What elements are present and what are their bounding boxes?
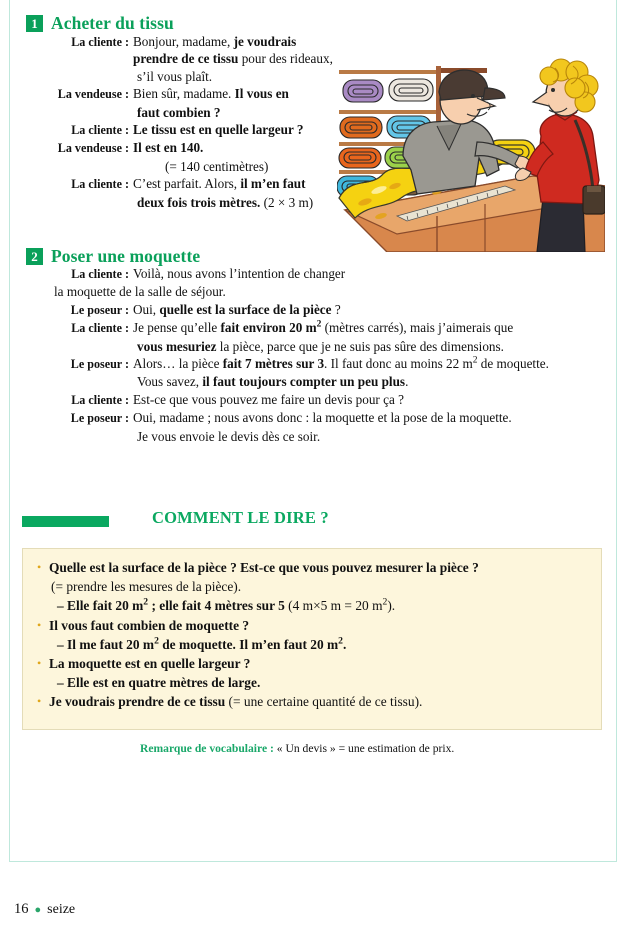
- dialogue-line: [50, 265, 595, 283]
- dialogue-continuation: [133, 428, 595, 445]
- dialogue-1: [57, 33, 342, 211]
- text-run: C’est parfait. Alors,: [133, 176, 241, 192]
- dialogue-text: [129, 265, 595, 282]
- dialogue-speaker: Le poseur :: [70, 411, 129, 426]
- phrase-sub-item: [35, 673, 589, 692]
- text-run: Il est en 140.: [133, 140, 204, 156]
- text-run: – Elle fait 20 m: [57, 598, 144, 614]
- phrase-sub-item: [35, 635, 589, 654]
- dialogue-line: [57, 139, 342, 157]
- dialogue-speaker: La cliente :: [71, 392, 129, 407]
- phrase-bullet-item: [35, 558, 589, 577]
- comment-le-dire-banner: [22, 508, 362, 534]
- text-run: fait environ 20 m: [220, 320, 317, 336]
- superscript: 2: [143, 596, 149, 608]
- text-run: Oui, madame ; nous avons donc : la moquette et la pose de la moquette.: [133, 410, 512, 426]
- phrase-bullet-item: [35, 616, 589, 635]
- text-run: ; elle fait 4 mètres sur 5: [148, 598, 285, 614]
- text-run: fait 7 mètres sur 3: [222, 356, 325, 372]
- dialogue-text: [129, 33, 342, 68]
- text-run: je voudrais prendre de ce tissu: [133, 34, 297, 67]
- superscript: 2: [154, 635, 159, 647]
- text-run: ).: [387, 598, 396, 614]
- dialogue-continuation: [133, 194, 342, 211]
- comment-le-dire-title: COMMENT LE DIRE ?: [152, 508, 329, 527]
- dialogue-text: [129, 85, 342, 102]
- section-title-2: Poser une moquette: [51, 246, 201, 266]
- footer-dot-icon: ●: [34, 904, 42, 916]
- text-run: (= une certaine quantité de ce tissu).: [225, 694, 423, 710]
- dialogue-speaker: Le poseur :: [70, 357, 129, 372]
- dialogue-line: [50, 355, 595, 373]
- dialogue-continuation: [133, 373, 595, 390]
- phrase-bullet-item: [35, 692, 589, 711]
- dialogue-continuation: [133, 104, 342, 121]
- comment-le-dire-box: [22, 548, 602, 730]
- dialogue-text: [129, 301, 595, 318]
- dialogue-line: [50, 301, 595, 319]
- text-run: Il vous faut combien de moquette ?: [49, 617, 250, 633]
- text-run: – Il me faut 20 m: [57, 636, 155, 652]
- section-heading-2: [26, 246, 200, 267]
- text-run: Vous savez,: [137, 374, 203, 390]
- text-run: (= prendre les mesures de la pièce).: [51, 579, 242, 595]
- remarque-label: Remarque de vocabulaire :: [140, 742, 274, 755]
- dialogue-text: [129, 391, 595, 408]
- dialogue-line: [50, 319, 595, 337]
- remarque-de-vocabulaire: [140, 741, 454, 756]
- section-heading-1: [26, 13, 174, 34]
- dialogue-speaker: La cliente :: [71, 267, 129, 281]
- dialogue-line: [57, 175, 342, 193]
- dialogue-text: [129, 121, 342, 138]
- dialogue-speaker: La cliente :: [71, 321, 129, 336]
- text-run: .: [405, 374, 409, 390]
- dialogue-text: [129, 319, 595, 336]
- text-run: quelle est la surface de la pièce: [159, 301, 332, 317]
- section-number-badge-1: 1: [26, 15, 43, 32]
- dialogue-continuation: [161, 158, 342, 175]
- text-run: Alors… la pièce: [133, 356, 223, 372]
- dialogue-line: [50, 409, 595, 427]
- text-run: pour des rideaux,: [238, 51, 333, 67]
- text-run: de moquette. Il m’en faut 20 m: [158, 636, 339, 652]
- dialogue-line: [50, 391, 595, 409]
- text-run: Est-ce que vous pouvez me faire un devis pour ça ?: [133, 391, 404, 407]
- dialogue-speaker: Le poseur :: [70, 302, 129, 317]
- text-run: Bien sûr, madame.: [133, 86, 235, 102]
- remarque-text: « Un devis » = une estimation de prix.: [273, 742, 455, 755]
- dialogue-continuation: [50, 283, 595, 300]
- dialogue-speaker: La cliente :: [71, 177, 129, 192]
- text-run: Le tissu est en quelle largeur ?: [133, 122, 304, 138]
- dialogue-speaker: La vendeuse :: [57, 141, 129, 156]
- phrase-sub-item: [35, 596, 589, 615]
- text-run: ?: [331, 301, 341, 317]
- page-footer: [14, 901, 75, 918]
- text-run: (mètres carrés), mais j’aimerais que: [321, 320, 514, 336]
- text-run: (4 m×5 m = 20 m: [284, 598, 383, 614]
- dialogue-speaker: La cliente :: [71, 123, 129, 138]
- dialogue-text: [129, 409, 595, 426]
- page-number-word: seize: [47, 902, 76, 917]
- section-number-badge-2: 2: [26, 248, 43, 265]
- text-run: il faut toujours compter un peu plus: [202, 374, 406, 390]
- text-run: .: [342, 636, 347, 652]
- dialogue-speaker: La vendeuse :: [57, 87, 129, 102]
- dialogue-line: [57, 85, 342, 103]
- phrase-sub-item: [35, 577, 589, 596]
- text-run: il m’en faut: [240, 176, 306, 192]
- text-run: faut combien ?: [137, 104, 221, 120]
- superscript: 2: [316, 319, 322, 330]
- fabric-shop-illustration: [337, 58, 605, 252]
- text-run: Je vous envoie le devis dès ce soir.: [137, 428, 321, 444]
- dialogue-continuation: [133, 338, 595, 355]
- superscript: 2: [472, 355, 478, 366]
- text-run: – Elle est en quatre mètres de large.: [57, 675, 261, 691]
- text-run: Je pense qu’elle: [133, 320, 221, 336]
- dialogue-line: [57, 33, 342, 68]
- text-run: La moquette est en quelle largeur ?: [49, 656, 251, 672]
- text-run: (= 140 centimètres): [165, 158, 269, 174]
- text-run: Bonjour, madame,: [133, 34, 234, 49]
- section-title-1: Acheter du tissu: [51, 13, 174, 33]
- green-rule: [22, 516, 109, 527]
- superscript: 2: [338, 635, 343, 647]
- text-run: deux fois trois mètres.: [137, 194, 261, 210]
- dialogue-line: [57, 121, 342, 139]
- text-run: s’il vous plaît.: [137, 68, 213, 84]
- dialogue-text: [129, 355, 595, 372]
- dialogue-speaker: La cliente :: [71, 35, 129, 49]
- text-run: vous mesuriez: [137, 338, 217, 354]
- phrase-bullet-item: [35, 654, 589, 673]
- superscript: 2: [382, 596, 388, 608]
- dialogue-2: [50, 265, 595, 445]
- text-run: Oui,: [133, 301, 160, 317]
- text-run: Voilà, nous avons l’intention de changer: [133, 266, 346, 281]
- text-run: Je voudrais prendre de ce tissu: [49, 694, 226, 710]
- text-run: Quelle est la surface de la pièce ? Est-ce que vous pouvez mesurer la pièce ?: [49, 560, 479, 575]
- dialogue-text: [129, 175, 342, 192]
- text-run: (2 × 3 m): [260, 194, 314, 210]
- text-run: la pièce, parce que je ne suis pas sûre des dimensions.: [216, 338, 504, 354]
- page-number: 16: [14, 901, 29, 917]
- dialogue-text: [129, 139, 342, 156]
- text-run: Il vous en: [234, 86, 289, 102]
- text-run: de moquette.: [477, 356, 549, 372]
- text-run: la moquette de la salle de séjour.: [54, 284, 226, 300]
- dialogue-continuation: [133, 68, 342, 85]
- text-run: . Il faut donc au moins 22 m: [324, 356, 473, 372]
